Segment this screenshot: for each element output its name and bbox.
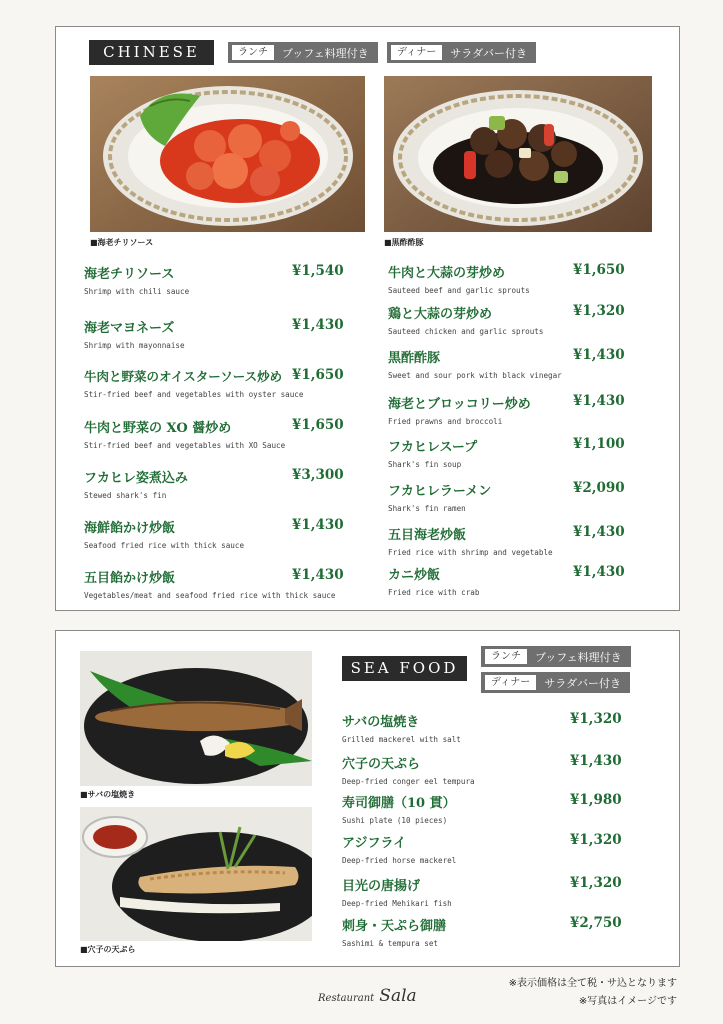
- item-price: ¥1,980: [570, 792, 622, 808]
- item-english: Shrimp with mayonnaise: [84, 341, 185, 350]
- item-english: Deep-fried Mehikari fish: [342, 899, 452, 908]
- menu-item: [388, 480, 658, 513]
- item-name: 鶏と大蒜の芽炒め: [388, 307, 493, 322]
- item-name: 刺身・天ぷら御膳: [342, 919, 447, 934]
- item-english: Vegetables/meat and seafood fried rice with thick sauce: [84, 591, 336, 600]
- tax-note: ※表示価格は全て税・サ込となります: [508, 978, 677, 989]
- item-name: 海鮮餡かけ炒飯: [84, 521, 176, 536]
- seafood-section: [55, 630, 680, 967]
- chinese-dinner-tag: [387, 42, 536, 63]
- conger-tempura-photo: [80, 807, 312, 941]
- sweet-sour-pork-caption: ■黒酢酢豚: [384, 238, 424, 247]
- chinese-section: [55, 26, 680, 611]
- menu-item: [388, 262, 658, 295]
- chinese-title: CHINESE: [89, 40, 214, 65]
- menu-item: [84, 467, 349, 500]
- item-price: ¥2,090: [573, 480, 625, 496]
- lunch-label: ランチ: [232, 45, 274, 60]
- lunch-value: ブッフェ料理付き: [535, 650, 622, 664]
- chinese-lunch-tag: [228, 42, 378, 63]
- menu-item: [342, 711, 627, 744]
- item-name: フカヒレ姿煮込み: [84, 471, 188, 486]
- lunch-label: ランチ: [485, 649, 527, 664]
- item-english: Deep-fried conger eel tempura: [342, 777, 475, 786]
- item-english: Fried rice with shrimp and vegetable: [388, 548, 553, 557]
- item-price: ¥1,650: [292, 367, 344, 383]
- item-name: 穴子の天ぷら: [342, 757, 421, 772]
- item-name: 牛肉と野菜の XO 醤炒め: [84, 421, 232, 436]
- item-english: Sauteed beef and garlic sprouts: [388, 286, 530, 295]
- menu-item: [342, 832, 627, 865]
- logo-restaurant-text: Restaurant: [318, 993, 375, 1004]
- menu-item: [342, 915, 627, 948]
- item-price: ¥1,320: [570, 711, 622, 727]
- seafood-dinner-tag: [481, 672, 630, 693]
- item-price: ¥2,750: [570, 915, 622, 931]
- seafood-lunch-tag: [481, 646, 631, 667]
- lunch-value: ブッフェ料理付き: [282, 46, 369, 60]
- item-price: ¥1,320: [570, 832, 622, 848]
- seafood-title: SEA FOOD: [342, 656, 467, 681]
- menu-item: [388, 436, 658, 469]
- dinner-value: サラダバー付き: [544, 676, 621, 690]
- item-english: Fried rice with crab: [388, 588, 480, 597]
- item-price: ¥1,430: [570, 753, 622, 769]
- menu-item: [84, 317, 349, 350]
- sweet-sour-pork-photo: [384, 76, 652, 232]
- item-name: 黒酢酢豚: [388, 351, 441, 366]
- item-english: Sauteed chicken and garlic sprouts: [388, 327, 544, 336]
- item-english: Stir-fried beef and vegetables with XO Sauce: [84, 441, 286, 450]
- menu-item: [342, 792, 627, 825]
- item-price: ¥1,430: [573, 564, 625, 580]
- mackerel-caption: ■サバの塩焼き: [80, 790, 136, 799]
- item-price: ¥1,430: [292, 517, 344, 533]
- item-english: Grilled mackerel with salt: [342, 735, 461, 744]
- item-english: Stir-fried beef and vegetables with oyster sauce: [84, 390, 304, 399]
- dinner-value: サラダバー付き: [450, 46, 527, 60]
- logo-sala-text: Sala: [379, 986, 417, 1006]
- menu-item: [84, 417, 349, 450]
- menu-item: [388, 393, 658, 426]
- item-english: Fried prawns and broccoli: [388, 417, 503, 426]
- menu-item: [388, 564, 658, 597]
- item-english: Sashimi & tempura set: [342, 939, 439, 948]
- item-price: ¥1,430: [573, 524, 625, 540]
- restaurant-logo: [318, 986, 417, 1006]
- dinner-label: ディナー: [485, 675, 536, 690]
- item-price: ¥1,430: [292, 567, 344, 583]
- menu-item: [84, 517, 349, 550]
- item-name: 牛肉と大蒜の芽炒め: [388, 266, 506, 281]
- item-name: フカヒレラーメン: [388, 484, 492, 499]
- item-price: ¥1,430: [292, 317, 344, 333]
- menu-item: [342, 753, 627, 786]
- item-price: ¥1,100: [573, 436, 625, 452]
- item-name: カニ炒飯: [388, 568, 441, 583]
- item-price: ¥1,650: [292, 417, 344, 433]
- shrimp-chili-photo: [90, 76, 365, 232]
- item-price: ¥1,650: [573, 262, 625, 278]
- item-english: Sweet and sour pork with black vinegar: [388, 371, 562, 380]
- item-price: ¥1,430: [573, 393, 625, 409]
- photo-note: ※写真はイメージです: [578, 996, 677, 1007]
- item-price: ¥1,540: [292, 263, 344, 279]
- menu-item: [388, 303, 658, 336]
- menu-item: [388, 347, 658, 380]
- conger-tempura-caption: ■穴子の天ぷら: [80, 945, 136, 954]
- shrimp-chili-caption: ■海老チリソース: [90, 238, 154, 247]
- menu-item: [342, 875, 627, 908]
- item-english: Deep-fried horse mackerel: [342, 856, 457, 865]
- dinner-label: ディナー: [391, 45, 442, 60]
- item-name: 海老マヨネーズ: [84, 321, 175, 336]
- menu-item: [84, 367, 349, 399]
- item-english: Seafood fried rice with thick sauce: [84, 541, 245, 550]
- menu-item: [388, 524, 658, 557]
- item-price: ¥1,320: [573, 303, 625, 319]
- item-name: 牛肉と野菜のオイスターソース炒め: [84, 369, 283, 384]
- menu-item: [84, 263, 349, 296]
- item-price: ¥1,430: [573, 347, 625, 363]
- item-english: Shark's fin soup: [388, 460, 462, 469]
- item-english: Sushi plate (10 pieces): [342, 816, 448, 825]
- item-name: フカヒレスープ: [388, 440, 478, 455]
- item-name: 寿司御膳（10 貫）: [342, 796, 456, 811]
- item-name: 五目餡かけ炒飯: [84, 571, 176, 586]
- item-price: ¥3,300: [292, 467, 344, 483]
- item-name: 海老チリソース: [84, 267, 175, 282]
- menu-item: [84, 567, 349, 600]
- item-name: 目光の唐揚げ: [342, 879, 421, 894]
- item-english: Shark's fin ramen: [388, 504, 466, 513]
- item-price: ¥1,320: [570, 875, 622, 891]
- item-name: 海老とブロッコリー炒め: [388, 397, 531, 412]
- item-name: アジフライ: [342, 836, 407, 851]
- item-name: サバの塩焼き: [342, 715, 420, 730]
- item-english: Shrimp with chili sauce: [84, 287, 190, 296]
- item-name: 五目海老炒飯: [388, 528, 467, 543]
- item-english: Stewed shark's fin: [84, 491, 167, 500]
- mackerel-photo: [80, 651, 312, 786]
